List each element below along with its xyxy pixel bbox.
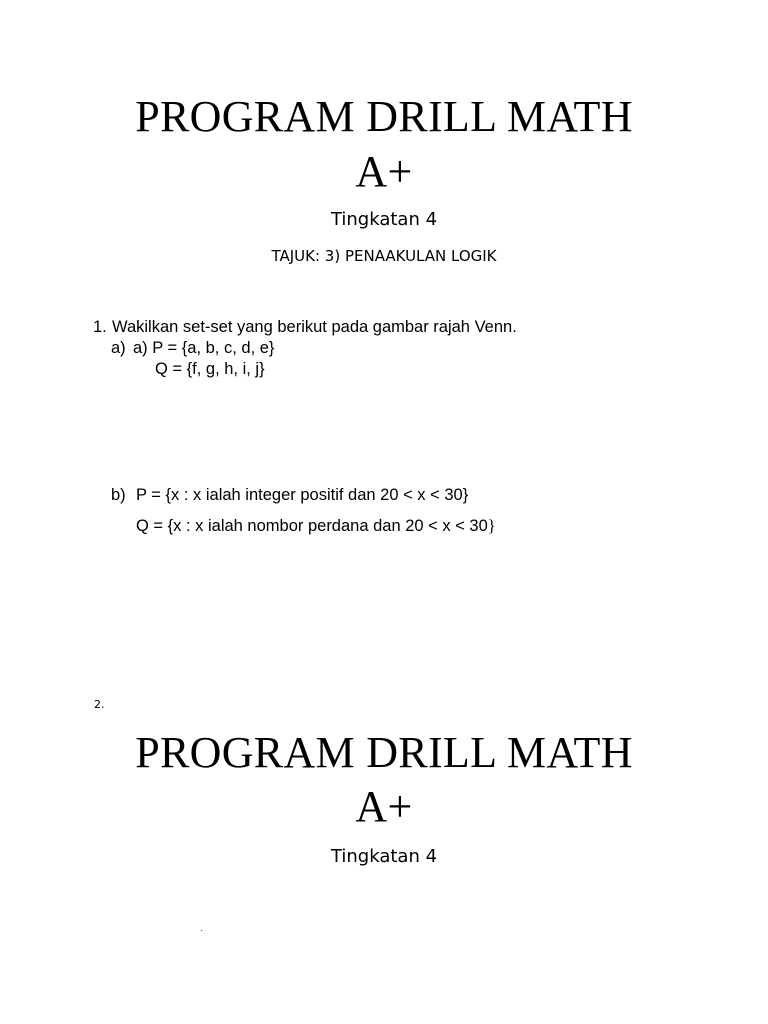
part-b-set-q [136,516,496,536]
question-instruction: Wakilkan set-set yang berikut pada gambar rajah Venn. [112,318,517,336]
page-title-grade: A+ [355,147,413,196]
part-b-set-q-text: Q = {x : x ialah nombor perdana dan 20 < x < 30 [136,517,488,535]
part-a-set-p: a) P = {a, b, c, d, e} [133,339,275,357]
question-2-number: 2. [94,698,105,711]
part-b-label: b) [111,486,126,504]
part-b-set-q-close: } [487,516,496,535]
form-level-repeat: Tingkatan 4 [330,846,438,867]
question-number: 1. [93,318,107,336]
topic-heading: TAJUK: 3) PENAAKULAN LOGIK [271,247,497,265]
part-a-set-q: Q = {f, g, h, i, j} [155,360,265,378]
form-level: Tingkatan 4 [330,209,438,230]
part-a-label: a) [111,339,126,357]
page-title-repeat: PROGRAM DRILL MATH [135,728,633,777]
page-title-grade-repeat: A+ [355,782,413,831]
part-b-set-p: P = {x : x ialah integer positif dan 20 < x < 30} [136,486,469,504]
stray-dot [201,930,202,931]
page-title: PROGRAM DRILL MATH [135,92,633,141]
